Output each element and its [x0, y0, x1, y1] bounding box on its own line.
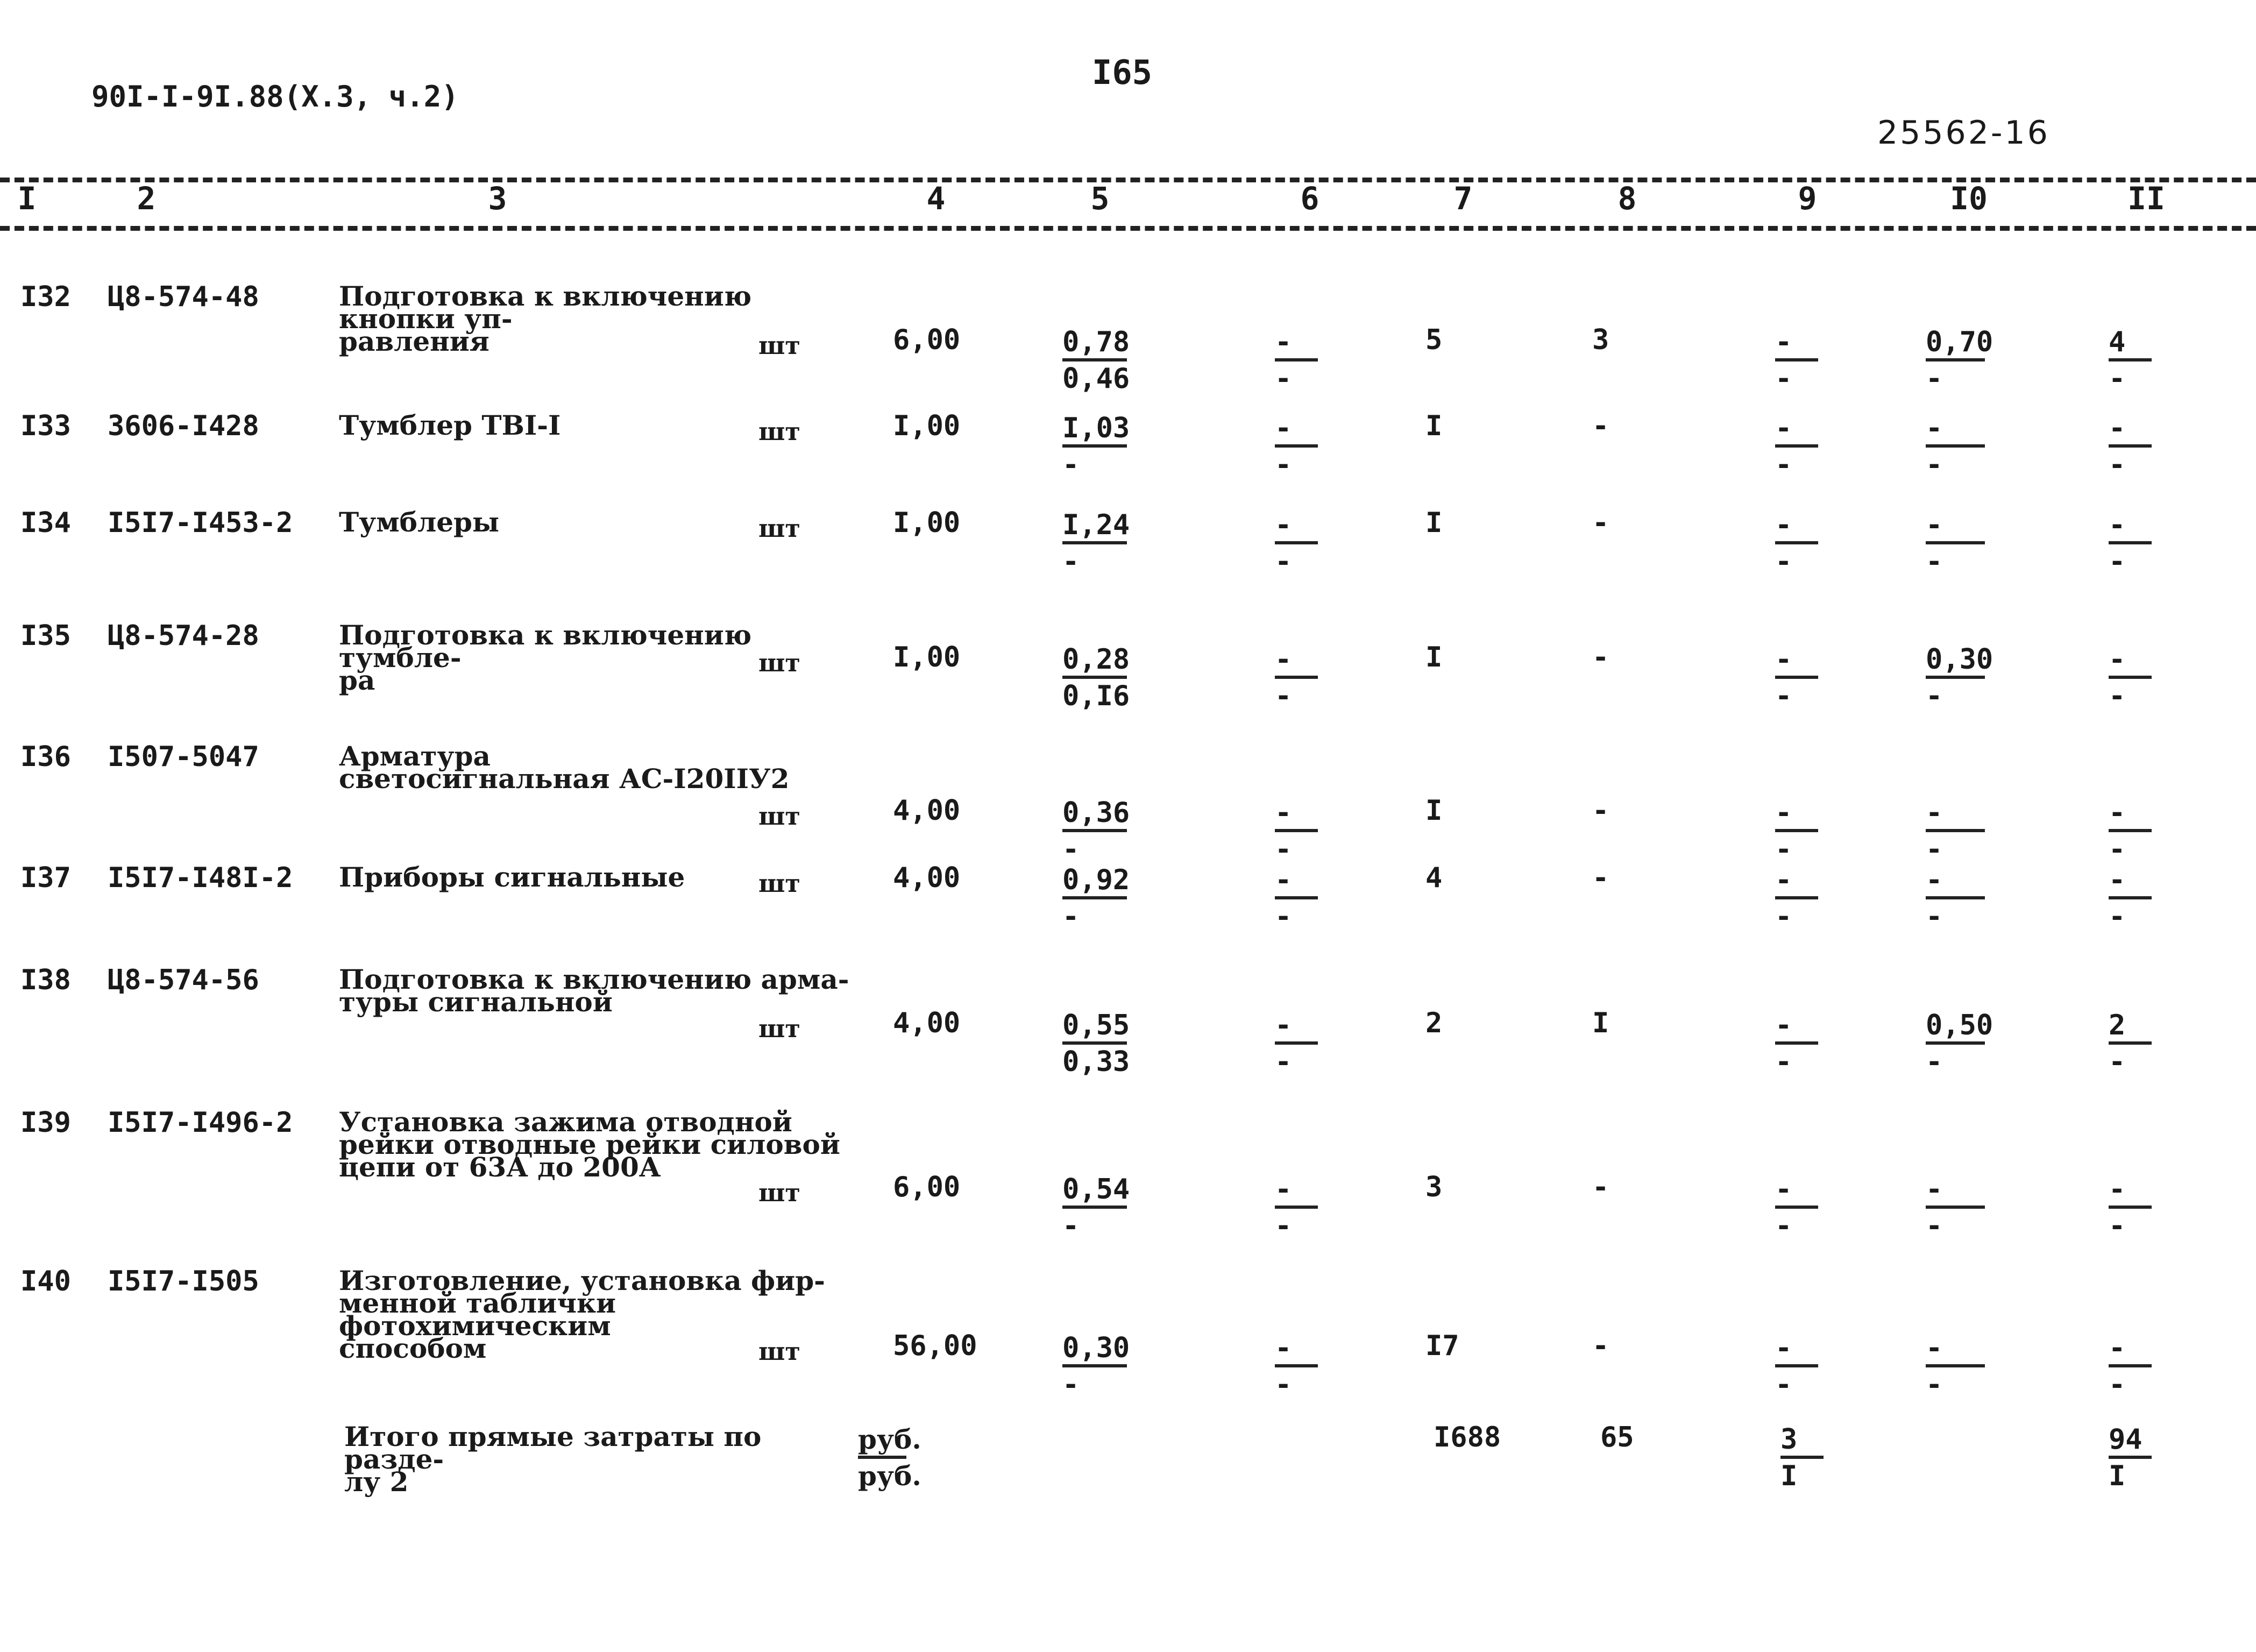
col-header-11: II: [2127, 180, 2165, 217]
row-col-7: I: [1425, 795, 1443, 827]
row-col-5-bottom: -: [1062, 449, 1080, 481]
row-col-6-bar: [1275, 829, 1318, 832]
row-col-10: [1926, 643, 2006, 712]
table-header: [0, 180, 2256, 218]
row-col-10: [1926, 1011, 2006, 1076]
row-col-10: [1926, 511, 2006, 576]
row-col-6-top: -: [1275, 412, 1292, 444]
row-col-8: I: [1592, 1007, 1609, 1039]
row-unit: шт: [758, 802, 800, 831]
total-unit: [858, 1423, 939, 1492]
row-col-10: [1926, 328, 2006, 393]
row-col-10-top: -: [1926, 864, 1943, 896]
row-col-11-bottom: -: [2109, 901, 2126, 933]
total-col-9-bar: [1780, 1456, 1824, 1459]
row-col-5-top: 0,30: [1062, 1332, 1130, 1364]
row-number: I34: [20, 507, 71, 539]
row-col-5-top: 0,78: [1062, 326, 1130, 358]
row-col-9: [1775, 414, 1856, 479]
row-name: Установка зажима отводной рейки отводные рейки силовой цепи от 63А до 200А: [339, 1106, 840, 1183]
row-col-7: I: [1425, 641, 1443, 673]
row-col-10-bar: [1926, 1364, 1985, 1367]
row-col-9-top: -: [1775, 643, 1792, 676]
row-col-11-top: -: [2109, 864, 2126, 896]
row-col-10-bar: [1926, 829, 1985, 832]
row-col-10-bar: [1926, 541, 1985, 544]
row-code: Ц8-574-28: [108, 620, 259, 652]
row-col-11-bottom: -: [2109, 1210, 2126, 1242]
row-code: Ц8-574-56: [108, 964, 259, 996]
row-col-11-top: -: [2109, 509, 2126, 541]
row-col-6-bar: [1275, 1041, 1318, 1045]
row-col-10-bottom: -: [1926, 833, 1943, 866]
row-col-10: [1926, 1175, 2006, 1240]
row-col-11-bottom: -: [2109, 449, 2126, 481]
row-col-10-bar: [1926, 1041, 1985, 1045]
row-col-7: 2: [1425, 1007, 1443, 1039]
row-col-9-top: -: [1775, 412, 1792, 444]
row-number: I36: [20, 741, 71, 773]
row-col-9: [1775, 511, 1856, 576]
row-col-5-top: 0,92: [1062, 864, 1130, 896]
row-col-8: -: [1592, 1171, 1609, 1203]
row-col-6-bottom: -: [1275, 1046, 1292, 1078]
row-col-11-bar: [2109, 829, 2152, 832]
row-code: I507-5047: [108, 741, 259, 773]
row-col-11-bottom: -: [2109, 545, 2126, 578]
row-col-8: -: [1592, 641, 1609, 673]
row-col-10-bottom: -: [1926, 363, 1943, 395]
row-col-9-bar: [1775, 676, 1818, 679]
total-col-11-bottom: I: [2109, 1460, 2126, 1492]
row-col-6: [1275, 414, 1356, 479]
row-col-10-top: -: [1926, 797, 1943, 829]
row-number: I32: [20, 281, 71, 313]
row-col-5-bar: [1062, 1041, 1127, 1045]
row-col-5-top: 0,28: [1062, 643, 1130, 676]
row-col-6: [1275, 1334, 1356, 1399]
page-number: I65: [1092, 53, 1152, 92]
row-unit: шт: [758, 1337, 800, 1366]
row-col-11-top: -: [2109, 797, 2126, 829]
row-number: I39: [20, 1107, 71, 1139]
row-col-11-top: -: [2109, 643, 2126, 676]
col-header-4: 4: [926, 180, 946, 217]
row-number: I33: [20, 410, 71, 442]
row-col-5: [1062, 1175, 1143, 1240]
row-col-11: [2109, 414, 2189, 479]
row-col-11: [2109, 511, 2189, 576]
row-col-6-bar: [1275, 541, 1318, 544]
col-header-3: 3: [488, 180, 507, 217]
row-col-11-bar: [2109, 444, 2152, 448]
row-col-6-bottom: -: [1275, 1369, 1292, 1401]
row-col-8: 3: [1592, 324, 1609, 356]
row-col-10-bar: [1926, 1206, 1985, 1209]
row-col-6-top: -: [1275, 864, 1292, 896]
row-col-5-bar: [1062, 358, 1127, 361]
row-col-9: [1775, 328, 1856, 393]
row-col-11-bottom: -: [2109, 833, 2126, 866]
row-name: Тумблер ТВI-I: [339, 409, 561, 441]
row-col-10: [1926, 866, 2006, 931]
row-col-11-bar: [2109, 896, 2152, 899]
row-col-9-bottom: -: [1775, 833, 1792, 866]
row-col-5-bar: [1062, 541, 1127, 544]
total-col-7: I688: [1434, 1421, 1501, 1454]
total-unit-top: руб.: [858, 1423, 921, 1455]
row-col-6-bar: [1275, 1206, 1318, 1209]
row-col-5-bar: [1062, 444, 1127, 448]
row-col-5-bottom: -: [1062, 545, 1080, 578]
row-quantity: 6,00: [893, 1171, 961, 1203]
row-name: Подготовка к включению кнопки уп- равления: [339, 280, 752, 357]
row-col-7: I7: [1425, 1330, 1459, 1362]
row-col-10-top: -: [1926, 1173, 1943, 1206]
row-col-11-top: -: [2109, 1332, 2126, 1364]
header-bottom-rule: [0, 226, 2256, 231]
row-name: Изготовление, установка фир- менной таблички фотохимическим способом: [339, 1265, 825, 1364]
total-col-11: [2109, 1423, 2189, 1492]
row-col-6-top: -: [1275, 1009, 1292, 1041]
col-header-8: 8: [1617, 180, 1637, 217]
col-header-7: 7: [1453, 180, 1473, 217]
col-header-5: 5: [1090, 180, 1110, 217]
row-col-5: [1062, 328, 1143, 393]
row-quantity: I,00: [893, 641, 961, 673]
row-col-10-bottom: -: [1926, 449, 1943, 481]
row-col-9-top: -: [1775, 1173, 1792, 1206]
row-col-6-bar: [1275, 896, 1318, 899]
row-col-9-bar: [1775, 444, 1818, 448]
row-col-9-top: -: [1775, 864, 1792, 896]
row-col-9-bottom: -: [1775, 680, 1792, 712]
row-col-11: [2109, 328, 2189, 393]
row-col-9: [1775, 1175, 1856, 1240]
row-col-11-top: -: [2109, 1173, 2126, 1206]
col-header-2: 2: [137, 180, 156, 217]
row-col-7: 3: [1425, 1171, 1443, 1203]
row-col-10-bar: [1926, 896, 1985, 899]
row-col-9-bottom: -: [1775, 1210, 1792, 1242]
row-unit: шт: [758, 869, 800, 898]
row-col-9-top: -: [1775, 509, 1792, 541]
row-number: I35: [20, 620, 71, 652]
row-col-11: [2109, 1011, 2189, 1076]
row-col-10-bar: [1926, 676, 1985, 679]
row-col-10-top: -: [1926, 1332, 1943, 1364]
row-col-6-top: -: [1275, 1173, 1292, 1206]
row-col-6-bar: [1275, 676, 1318, 679]
row-quantity: 4,00: [893, 1007, 961, 1039]
row-col-5-top: 0,55: [1062, 1009, 1130, 1041]
total-col-9-bottom: I: [1780, 1460, 1798, 1492]
row-col-9: [1775, 1011, 1856, 1076]
row-col-9-bar: [1775, 1041, 1818, 1045]
row-col-11-bottom: -: [2109, 363, 2126, 395]
row-col-5-bottom: 0,I6: [1062, 680, 1130, 712]
total-col-9: [1780, 1423, 1861, 1492]
row-col-6-bar: [1275, 358, 1318, 361]
row-col-11: [2109, 1175, 2189, 1240]
row-col-6: [1275, 1011, 1356, 1076]
row-col-5: [1062, 797, 1143, 866]
row-col-9: [1775, 643, 1856, 712]
row-col-11-bottom: -: [2109, 1046, 2126, 1078]
row-col-9-bar: [1775, 1206, 1818, 1209]
row-col-10-top: -: [1926, 509, 1943, 541]
row-col-6-bar: [1275, 444, 1318, 448]
row-unit: шт: [758, 1014, 800, 1043]
row-col-5-bar: [1062, 896, 1127, 899]
row-quantity: 4,00: [893, 862, 961, 894]
row-quantity: I,00: [893, 507, 961, 539]
row-col-5: [1062, 414, 1143, 479]
row-col-6-bottom: -: [1275, 901, 1292, 933]
row-col-11-bar: [2109, 1364, 2152, 1367]
row-col-10: [1926, 414, 2006, 479]
row-col-6: [1275, 643, 1356, 712]
row-col-9-bar: [1775, 896, 1818, 899]
row-col-5-bar: [1062, 829, 1127, 832]
row-code: I5I7-I453-2: [108, 507, 293, 539]
row-col-9: [1775, 866, 1856, 931]
row-col-5-bottom: -: [1062, 1369, 1080, 1401]
row-code: I5I7-I496-2: [108, 1107, 293, 1139]
row-col-8: -: [1592, 507, 1609, 539]
row-col-6: [1275, 866, 1356, 931]
row-col-8: -: [1592, 1330, 1609, 1362]
row-col-11-bar: [2109, 1041, 2152, 1045]
total-col-11-bar: [2109, 1456, 2152, 1459]
row-code: I5I7-I48I-2: [108, 862, 293, 894]
total-unit-bar: [858, 1456, 906, 1459]
row-col-11: [2109, 866, 2189, 931]
row-col-6: [1275, 797, 1356, 866]
row-quantity: 4,00: [893, 795, 961, 827]
row-col-6-top: -: [1275, 326, 1292, 358]
total-col-9-top: 3: [1780, 1423, 1798, 1456]
row-col-5-top: 0,36: [1062, 797, 1130, 829]
row-col-7: I: [1425, 410, 1443, 442]
row-col-9-top: -: [1775, 326, 1792, 358]
row-code: 3606-I428: [108, 410, 259, 442]
row-col-5: [1062, 1011, 1143, 1076]
row-col-10-top: 0,50: [1926, 1009, 1993, 1041]
row-col-9-bottom: -: [1775, 545, 1792, 578]
row-quantity: I,00: [893, 410, 961, 442]
row-col-9-bottom: -: [1775, 901, 1792, 933]
row-unit: шт: [758, 648, 800, 677]
row-col-11-bar: [2109, 541, 2152, 544]
row-col-10-top: 0,70: [1926, 326, 1993, 358]
row-col-5-top: I,24: [1062, 509, 1130, 541]
row-col-6-top: -: [1275, 1332, 1292, 1364]
row-col-10-bottom: -: [1926, 1369, 1943, 1401]
row-quantity: 56,00: [893, 1330, 977, 1362]
row-col-5-bar: [1062, 1206, 1127, 1209]
col-header-6: 6: [1300, 180, 1319, 217]
row-col-6-bar: [1275, 1364, 1318, 1367]
col-header-9: 9: [1798, 180, 1817, 217]
row-col-5-top: 0,54: [1062, 1173, 1130, 1206]
row-col-7: 4: [1425, 862, 1443, 894]
row-name: Подготовка к включению арма- туры сигнальной: [339, 963, 849, 1018]
row-col-9-bar: [1775, 829, 1818, 832]
row-col-10-bottom: -: [1926, 1046, 1943, 1078]
row-col-8: -: [1592, 410, 1609, 442]
row-col-6-top: -: [1275, 509, 1292, 541]
total-unit-bottom: руб.: [858, 1460, 921, 1492]
row-col-9: [1775, 797, 1856, 866]
row-col-10-top: -: [1926, 412, 1943, 444]
row-col-8: -: [1592, 795, 1609, 827]
row-col-11-top: 2: [2109, 1009, 2126, 1041]
row-col-6: [1275, 1175, 1356, 1240]
row-col-7: 5: [1425, 324, 1443, 356]
row-name: Тумблеры: [339, 506, 500, 538]
row-col-5: [1062, 511, 1143, 576]
row-col-9-top: -: [1775, 1332, 1792, 1364]
total-label: Итого прямые затраты по разде- лу 2: [344, 1421, 762, 1498]
row-col-5-bottom: 0,33: [1062, 1046, 1130, 1078]
row-col-9-bar: [1775, 358, 1818, 361]
row-col-11-top: 4: [2109, 326, 2126, 358]
row-col-10-bottom: -: [1926, 901, 1943, 933]
row-col-11: [2109, 797, 2189, 866]
row-col-9-bottom: -: [1775, 1369, 1792, 1401]
row-unit: шт: [758, 331, 800, 360]
row-col-5-bottom: -: [1062, 901, 1080, 933]
row-name: Приборы сигнальные: [339, 861, 685, 893]
row-col-6-bottom: -: [1275, 545, 1292, 578]
row-col-11: [2109, 643, 2189, 712]
row-col-6-top: -: [1275, 797, 1292, 829]
row-col-5-bottom: 0,46: [1062, 363, 1130, 395]
row-unit: шт: [758, 417, 800, 446]
row-col-5-bottom: -: [1062, 1210, 1080, 1242]
row-number: I40: [20, 1265, 71, 1298]
row-col-5: [1062, 1334, 1143, 1399]
row-code: I5I7-I505: [108, 1265, 259, 1298]
row-col-10-top: 0,30: [1926, 643, 1993, 676]
document-code: 90I-I-9I.88(X.3, ч.2): [91, 80, 459, 114]
row-col-6-top: -: [1275, 643, 1292, 676]
sheet-reference: 25562-16: [1877, 114, 2050, 152]
row-col-6: [1275, 328, 1356, 393]
row-col-11-top: -: [2109, 412, 2126, 444]
row-name: Арматура светосигнальная АС-I20IIУ2: [339, 740, 790, 795]
row-col-9-bottom: -: [1775, 1046, 1792, 1078]
row-col-5-top: I,03: [1062, 412, 1130, 444]
row-col-11-bar: [2109, 1206, 2152, 1209]
row-col-9-top: -: [1775, 1009, 1792, 1041]
row-col-5-bar: [1062, 676, 1127, 679]
row-col-9-bar: [1775, 541, 1818, 544]
row-col-7: I: [1425, 507, 1443, 539]
total-col-11-top: 94: [2109, 1423, 2143, 1456]
row-col-6-bottom: -: [1275, 680, 1292, 712]
total-col-8: 65: [1600, 1421, 1634, 1454]
row-col-5: [1062, 643, 1143, 712]
row-unit: шт: [758, 514, 800, 543]
row-col-9-bottom: -: [1775, 449, 1792, 481]
row-unit: шт: [758, 1178, 800, 1207]
row-quantity: 6,00: [893, 324, 961, 356]
row-col-6-bottom: -: [1275, 449, 1292, 481]
row-col-6-bottom: -: [1275, 1210, 1292, 1242]
row-col-10-bottom: -: [1926, 545, 1943, 578]
row-col-6-bottom: -: [1275, 363, 1292, 395]
row-code: Ц8-574-48: [108, 281, 259, 313]
row-number: I37: [20, 862, 71, 894]
row-col-9-top: -: [1775, 797, 1792, 829]
row-col-5: [1062, 866, 1143, 931]
row-col-10: [1926, 1334, 2006, 1399]
row-name: Подготовка к включению тумбле- ра: [339, 619, 752, 696]
row-col-11-bottom: -: [2109, 1369, 2126, 1401]
row-col-10-bar: [1926, 358, 1985, 361]
row-col-6: [1275, 511, 1356, 576]
row-col-10-bottom: -: [1926, 1210, 1943, 1242]
row-col-11-bottom: -: [2109, 680, 2126, 712]
row-col-11: [2109, 1334, 2189, 1399]
row-col-9: [1775, 1334, 1856, 1399]
row-col-6-bottom: -: [1275, 833, 1292, 866]
row-col-5-bottom: -: [1062, 833, 1080, 866]
row-col-11-bar: [2109, 358, 2152, 361]
col-header-10: I0: [1950, 180, 1988, 217]
row-col-11-bar: [2109, 676, 2152, 679]
col-header-1: I: [17, 180, 37, 217]
row-col-10-bottom: -: [1926, 680, 1943, 712]
row-col-10-bar: [1926, 444, 1985, 448]
row-number: I38: [20, 964, 71, 996]
row-col-10: [1926, 797, 2006, 866]
row-col-8: -: [1592, 862, 1609, 894]
row-col-9-bottom: -: [1775, 363, 1792, 395]
row-col-9-bar: [1775, 1364, 1818, 1367]
row-col-5-bar: [1062, 1364, 1127, 1367]
